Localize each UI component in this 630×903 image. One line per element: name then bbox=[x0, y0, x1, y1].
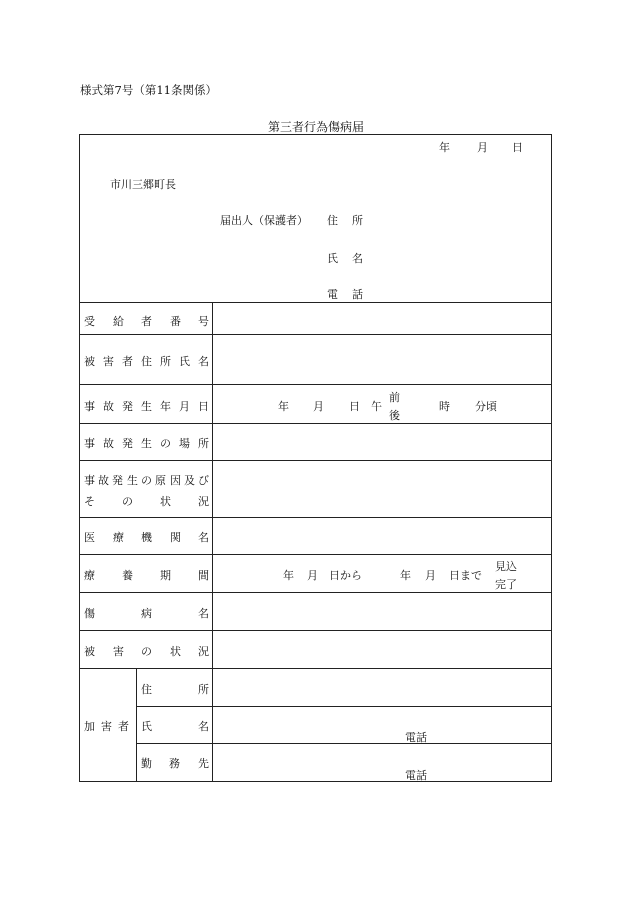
address-label-1: 住 bbox=[327, 214, 338, 227]
applicant-label: 届出人（保護者） bbox=[220, 214, 308, 227]
form-number: 様式第7号（第11条関係） bbox=[80, 83, 217, 97]
date-month-label: 月 bbox=[477, 141, 488, 154]
name-label-1: 氏 bbox=[327, 252, 338, 265]
perp-name-phone-label: 電話 bbox=[405, 731, 427, 744]
name-label-2: 名 bbox=[352, 252, 363, 265]
form-title: 第三者行為傷病届 bbox=[268, 120, 365, 134]
address-label-2: 所 bbox=[352, 214, 363, 227]
perp-workplace-phone-label: 電話 bbox=[405, 769, 427, 782]
addressee: 市川三郷町長 bbox=[110, 178, 176, 191]
phone-label-1: 電 bbox=[327, 288, 338, 301]
date-day-label: 日 bbox=[512, 141, 523, 154]
phone-label-2: 話 bbox=[352, 288, 363, 301]
date-year-label: 年 bbox=[439, 141, 450, 154]
